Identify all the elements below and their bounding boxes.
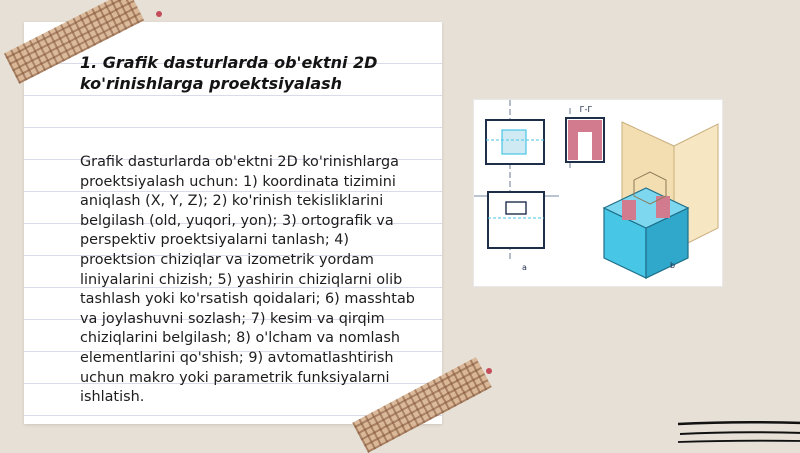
view-label-b: b [670, 261, 676, 270]
isometric-view [604, 122, 718, 278]
front-view [486, 120, 544, 164]
slide-title: 1. Grafik dasturlarda ob'ektni 2D ko'rinishlarga proektsiyalash [80, 53, 378, 93]
section-label: Г-Г [579, 105, 593, 114]
top-view [488, 192, 544, 272]
slide-body-text: Grafik dasturlarda ob'ektni 2D ko'rinishlarga proektsiyalash uchun: 1) koordinata tizimini aniqlash (X, Y, Z); 2) ko'rinish tekisliklarini belgilash (old, yuqori, yon); 3) ortografik va perspektiv proektsiyalarni tanlash; 4) proektsion chiziqlar va izometrik yordam liniyalarini chizish; 5) yashirin chiziqlarni olib tashlash yoki ko'rsatish qoidalari; 6) masshtab va joylashuvni sozlash; 7) kesim va qirqim chiziqlarini belgilash; 8) o'lcham va nomlash elementlarini qo'shish; 9) avtomatlashtirish uchun makro yoki parametrik funksiyalarni ishlatish. [80, 154, 415, 406]
decorative-lines [676, 418, 800, 448]
technical-drawing [474, 100, 722, 286]
tape-pin-bottom [486, 368, 492, 374]
view-label-a: a [522, 263, 527, 272]
tape-pin-top [156, 11, 162, 17]
technical-drawing-svg [474, 100, 722, 286]
section-view [566, 105, 604, 162]
